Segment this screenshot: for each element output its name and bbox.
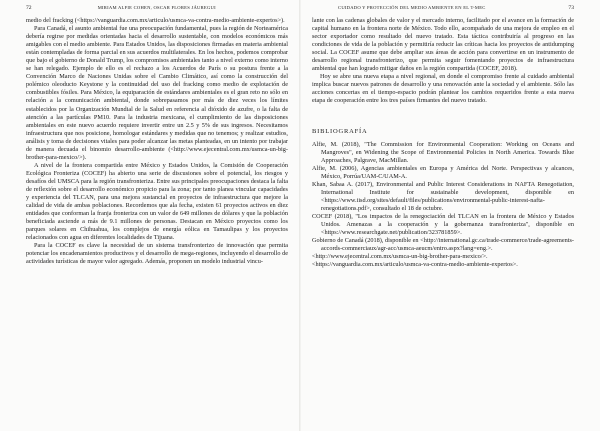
bibliography-list [312, 141, 574, 270]
bibliography-entry: Alfie, M. (2006), Agencias ambientales en Europa y América del Norte. Perspectivas y alcances, México, Porrúa/UAM-C/UAM-A. [312, 164, 574, 180]
right-page-number: 73 [568, 5, 574, 11]
bibliography-entry: Gobierno de Canadá (2018), disponible en <http://international.gc.ca/trade-commerce/trade-agreements-accords-commerciaux/agr-acc/usmca-aeucm/entro.aspx?lang=eng.>. [312, 237, 574, 253]
paragraph: medio del fracking (<https://vanguardia.com.mx/articulo/usmca-va-contra-medio-ambiente-expertos>). [26, 17, 285, 24]
paragraph: Hoy se abre una nueva etapa a nivel regional, en donde el compromiso frente al cuidado ambiental implica buscar nuevos patrones de desarrollo y una renovación ante la sociedad y el ambiente. Sólo las acciones concertas en el tiempo-espacio podrán plantear los cambios requeridos frente a esta nueva etapa de cooperación entre los tres países firmantes del nuevo tratado. [312, 73, 574, 105]
bibliography-entry: <http://www.ejecentral.com.mx/usmca-un-big-brother-para-mexico/>. [312, 253, 488, 261]
left-page-number: 72 [26, 5, 32, 11]
bibliography-entry: Khan, Sabaa A. (2017), Environmental and Public Interest Considerations in NAFTA Renegotiation, International Institute for sustainable development, disponible en <https://www.iisd.org/sites/default/files/publications/environmental-public-interest-nafta-renegotiations.pdf>, consultado el 18 de octubre. [312, 180, 574, 212]
right-body-text [312, 17, 574, 269]
left-running-head [26, 5, 288, 11]
bibliography-heading: BIBLIOGRAFÍA [312, 127, 368, 135]
right-running-title: CUIDADO Y PROTECCIÓN DEL MEDIO AMBIENTE EN EL T-MEC [338, 5, 486, 10]
bibliography-entry: Alfie, M. (2018), "The Commission for Environmental Cooperation: Working on Oceans and Mangroves", en Widening the Scope of Environmental Policies in North America. Towards Blue Approaches, Palgrave, MacMillan. [312, 140, 574, 164]
bibliography-entry: <https://vanguardia.com.mx/articulo/usmca-va-contra-medio-ambiente-expertos>. [312, 261, 518, 269]
paragraph: Para Canadá, el asunto ambiental fue una preocupación fundamental, pues la región de Norteamérica debería regirse por medidas orientadas hacia el desarrollo sustentable, con modelos económicos más amigables con el medio ambiente. Para Estados Unidos, las disposiciones firmadas en materia ambiental están contempladas de forma parcial en sus acuerdos multilaterales. En los hechos, podemos comprobar que bajo el gobierno de Donald Trump, los compromisos ambientales tanto a nivel externo como interno se han relegado. Ejemplo de ello es el rechazo a los Acuerdos de París o su postura frente a la Convención Marco de Naciones Unidas sobre el Cambio Climático, así como la construcción del polémico oleoducto Keystone y la continuidad del uso del fracking como medio de explotación de combustibles fósiles. Para México, la equiparación de estándares ambientales es el gran reto no sólo en relación a la comunicación ambiental, donde sobrepasamos por más de diez veces los límites establecidos por la Organización Mundial de la Salud en referencia al dióxido de azufre, o la falta de atención a las partículas PM10. Para la industria mexicana, el cumplimiento de las disposiciones ambientales en este nuevo acuerdo requiere invertir entre un 2.5 y 5% de sus ingresos. Necesitamos infraestructura que nos posicione, homologar estándares y medidas que no tenemos; y realizar estudios, análisis y toma de decisiones vitales para poder alcanzar las metas planteadas, en un intento por trabajar de manera decuada el binomio desarrollo-ambiente (<http://www.ejecentral.com.mx/usmca-un-big-brother-para-mexico/>). [26, 25, 288, 161]
right-running-head [312, 5, 574, 11]
bibliography-entry: COCEF (2018), "Los impactos de la renegociación del TLCAN en la frontera de México y Estados Unidos. Amenazas a la cooperación y la gobernanza transfronteriza", disponible en <https://www.researchgate.net/publication/323781859>. [312, 212, 574, 237]
paragraph: A nivel de la frontera compartida entre México y Estados Unidos, la Comisión de Cooperación Ecológica Fronteriza (COCEF) ha abierto una serie de discusiones sobre el potencial, los riesgos y desafíos del UMSCA para la región transfronteriza. Entre sus principales preocupaciones destaca la falta de reflexión sobre el desarrollo económico propicio para la zona; por tanto planea vincular capacidades y experiencia del TLCAN, para una mejora sustancial en proyectos de infraestructura que mejore la calidad de vida de ambas poblaciones. Recordemos que ala fecha, existen 61 proyectos activos en diez entidades que conforman la franja fronteriza con un valor de 649 millones de dólares y que la población beneficiada asciende a más de 9.1 millones de personas. Destacan en México proyectos como los parques solares en Chihuahua, los complejos de energía eólica en Tamaulipas y los proyectos relacionados con agua en diferentes localidades de Tijuana. [26, 161, 288, 242]
left-body-text [26, 17, 288, 266]
right-page [300, 0, 600, 431]
paragraph: Para la COCEF es clave la necesidad de un sistema transfronterizo de innovación que permita potenciar los encadenamientos productivos y el desarrollo de mega-regiones, incluyendo el desarrollo de actividades turísticas de mayor valor agregado. Además, proponen un modelo industrial vincu- [26, 242, 288, 266]
left-running-title: MIRIAM ALFIE COHEN, OSCAR FLORES JÁUREGUI [97, 5, 216, 10]
paragraph: lante con las cadenas globales de valor y el mercado interno, facilitado por el avance en la formación de capital humano en la frontera norte de México. Todo ello, acompañado de una mejora de empleo en el sector exportador como resultado del nuevo tratado. Esta táctica contribuiría al progreso en las condiciones de vida de la población y permitiría reducir las críticas hacia los proyectos de antidumping social. La COCEF asume que debe ampliar sus áreas de acción para convertirse en un instrumento de desarrollo regional transfronterizo, que permita seguir fomentando proyectos de infraestructura ambiental que han logrado mitigar daños en la región compartida (COCEF, 2018). [312, 17, 574, 73]
